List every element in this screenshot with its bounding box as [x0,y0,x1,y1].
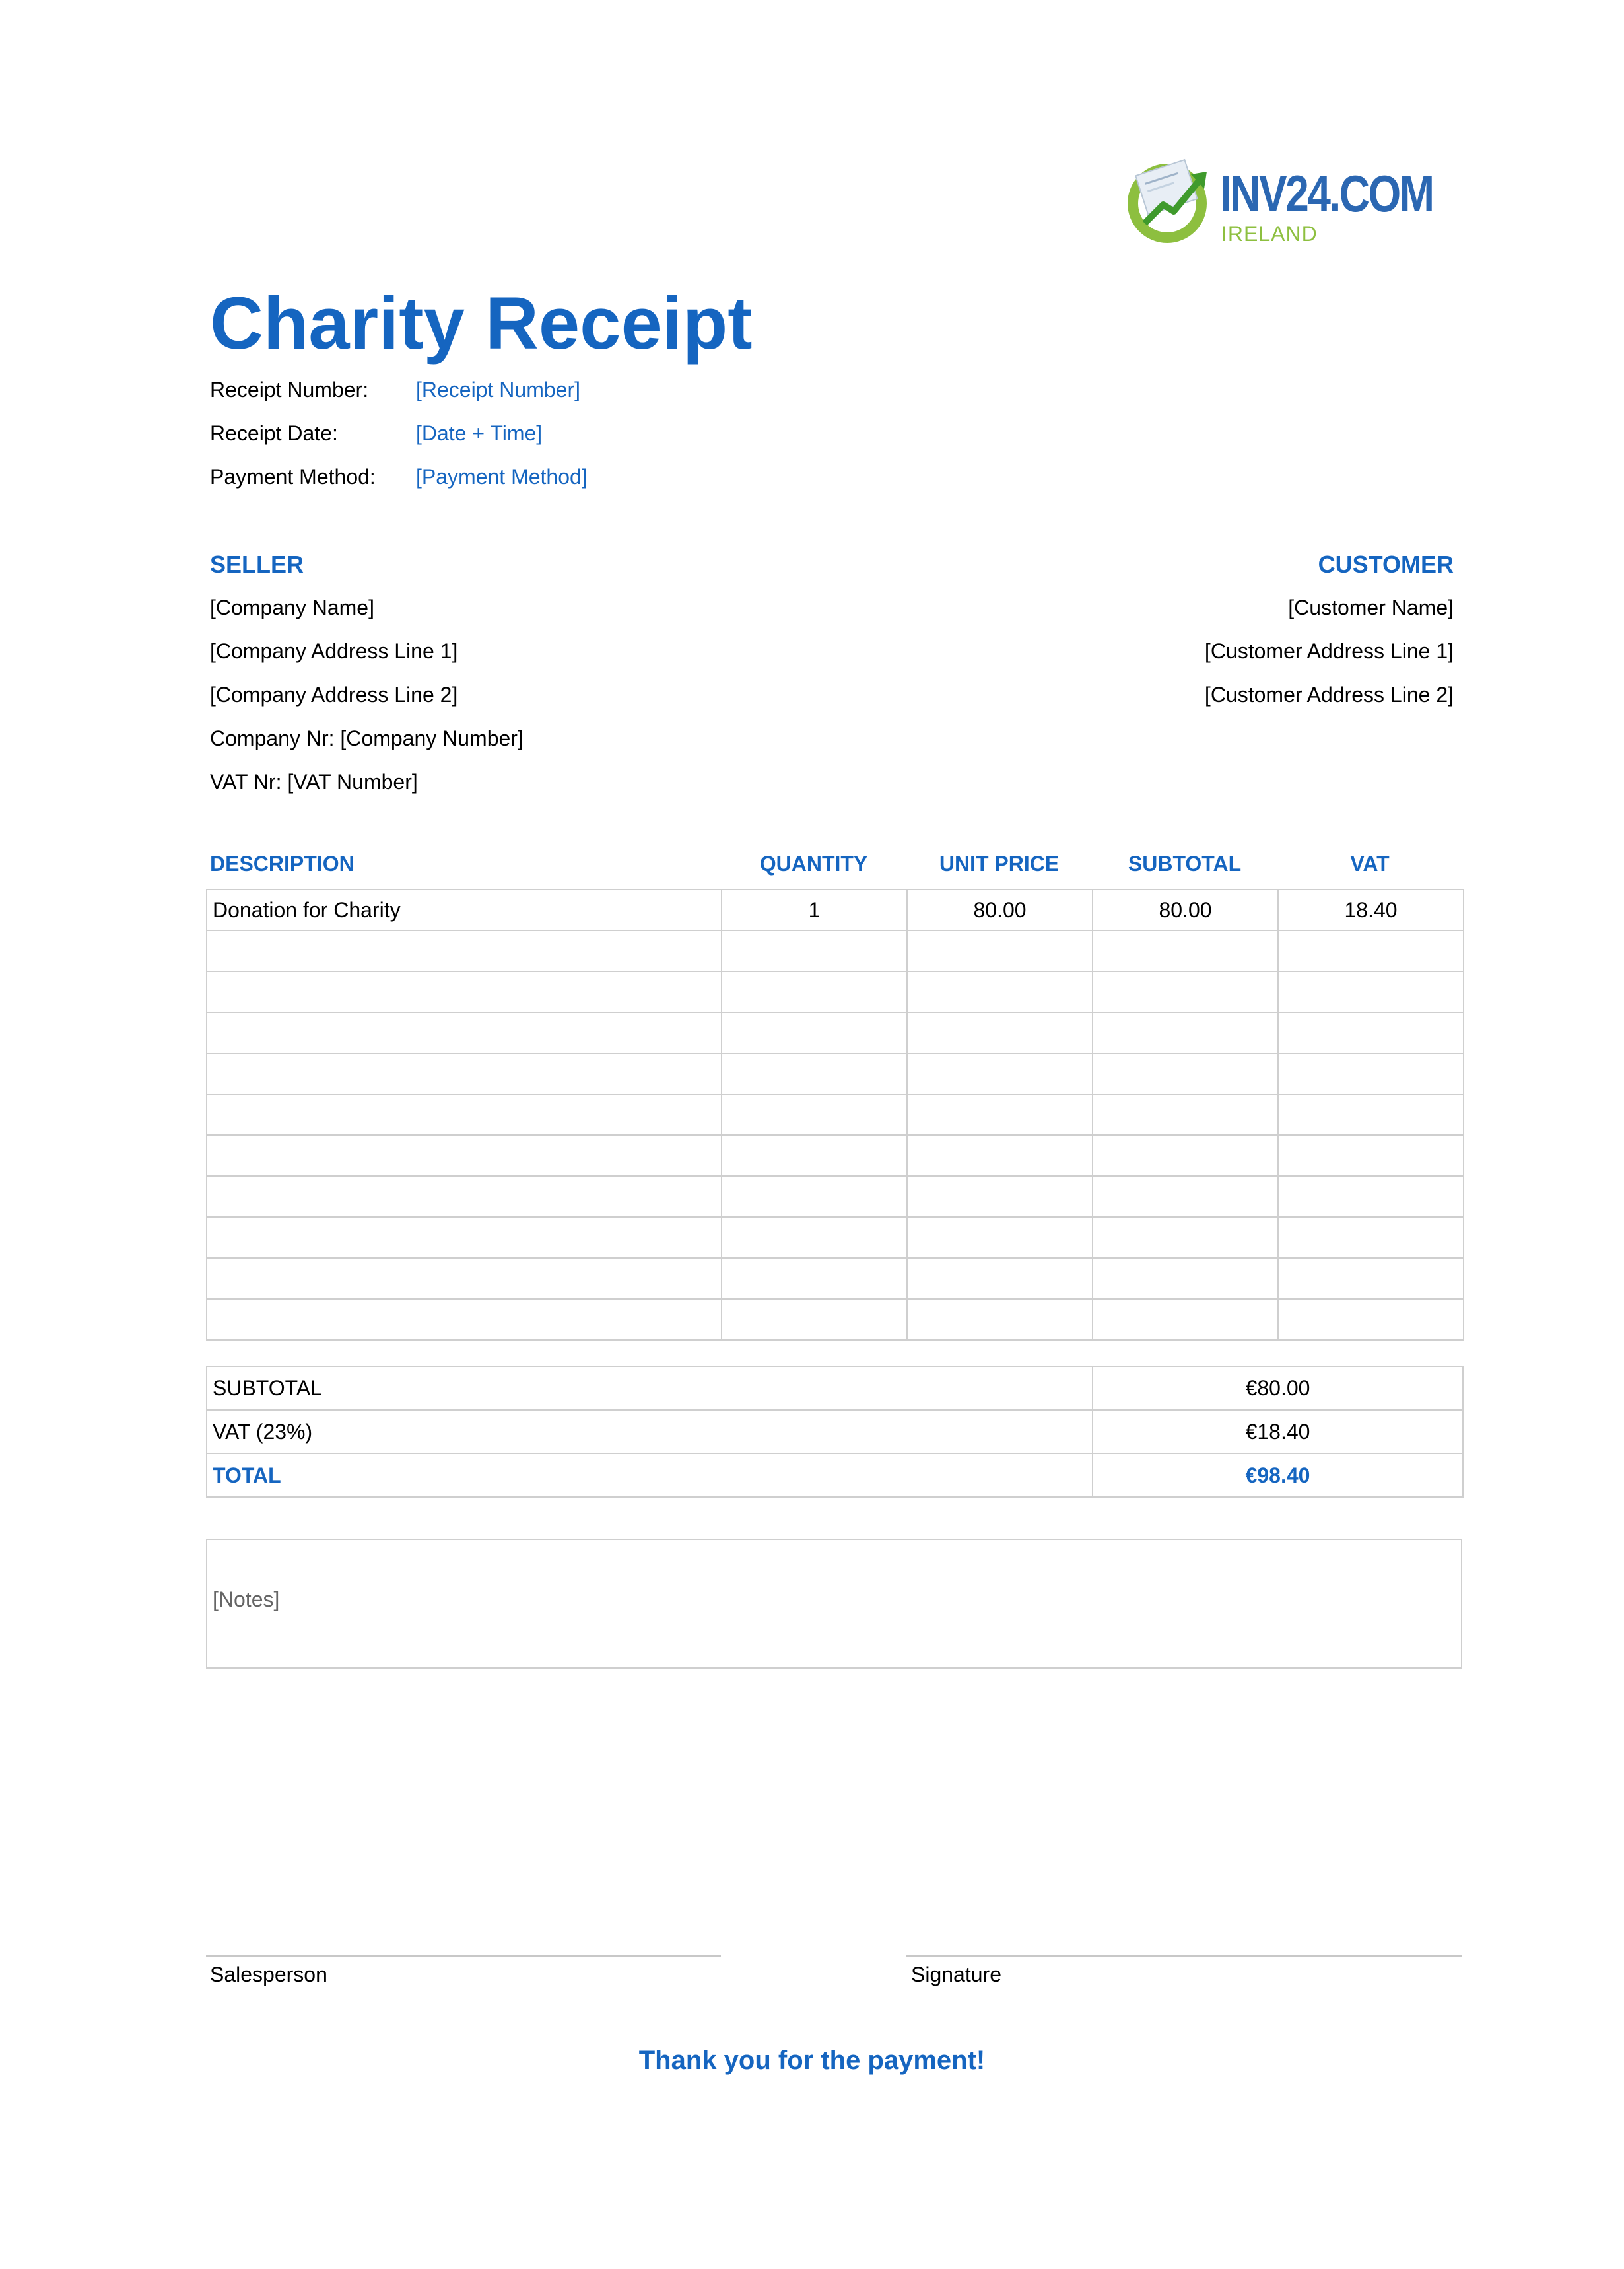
salesperson-label: Salesperson [210,1963,327,1986]
table-row [207,890,1464,930]
subtotal-label: SUBTOTAL [207,1366,1093,1410]
quantity-cell [722,1299,907,1340]
receipt-chart-icon [1122,152,1215,244]
vat-cell [1278,1258,1464,1299]
table-row [207,1053,1464,1094]
signature-line [906,1955,1462,1957]
table-row [207,1135,1464,1176]
seller-heading: SELLER [210,551,304,578]
table-row [207,1299,1464,1340]
description-cell [207,1299,722,1340]
column-header-subtotal: SUBTOTAL [1128,852,1242,876]
subtotal-cell [1093,1217,1278,1258]
description-cell [207,1135,722,1176]
column-header-vat: VAT [1350,852,1390,876]
table-row [207,1217,1464,1258]
customer-line: [Customer Address Line 2] [1204,683,1454,707]
unit-price-cell [907,1053,1093,1094]
seller-line: Company Nr: [Company Number] [210,726,524,750]
quantity-cell [722,1094,907,1135]
unit-price-cell [907,1094,1093,1135]
total-row [207,1453,1463,1497]
vat-cell [1278,1176,1464,1217]
salesperson-signature-line [206,1955,721,1957]
total-label: TOTAL [207,1453,1093,1497]
vat-row [207,1410,1463,1453]
vat-cell [1278,1135,1464,1176]
subtotal-cell [1093,971,1278,1012]
company-logo [1122,152,1433,251]
subtotal-cell [1093,930,1278,971]
quantity-cell [722,930,907,971]
vat-cell [1278,1094,1464,1135]
vat-cell [1278,1053,1464,1094]
receipt-date-label: Receipt Date: [210,421,338,445]
quantity-cell [722,1176,907,1217]
table-row [207,930,1464,971]
quantity-cell [722,1135,907,1176]
vat-label: VAT (23%) [207,1410,1093,1453]
table-row [207,1258,1464,1299]
customer-line: [Customer Name] [1288,596,1454,619]
notes-box[interactable] [206,1539,1462,1669]
unit-price-cell: 80.00 [907,890,1093,930]
receipt-date-value: [Date + Time] [416,421,543,445]
subtotal-cell: 80.00 [1093,890,1278,930]
subtotal-cell [1093,1258,1278,1299]
seller-line: [Company Name] [210,596,374,619]
quantity-cell [722,971,907,1012]
vat-cell [1278,1217,1464,1258]
logo-wordmark: INV24.COM [1220,164,1433,223]
quantity-cell: 1 [722,890,907,930]
description-cell [207,1258,722,1299]
description-cell: Donation for Charity [207,890,722,930]
customer-heading: CUSTOMER [1318,551,1454,578]
quantity-cell [722,1012,907,1053]
seller-line: [Company Address Line 1] [210,639,458,663]
signature-label: Signature [911,1963,1001,1986]
vat-cell [1278,1299,1464,1340]
unit-price-cell [907,1012,1093,1053]
totals-table [206,1366,1464,1498]
description-cell [207,1094,722,1135]
vat-cell [1278,1012,1464,1053]
unit-price-cell [907,930,1093,971]
table-row [207,1012,1464,1053]
subtotal-row [207,1366,1463,1410]
unit-price-cell [907,1258,1093,1299]
table-row [207,971,1464,1012]
table-row [207,1176,1464,1217]
quantity-cell [722,1053,907,1094]
seller-line: VAT Nr: [VAT Number] [210,770,418,794]
unit-price-cell [907,1176,1093,1217]
unit-price-cell [907,1135,1093,1176]
column-header-description: DESCRIPTION [210,852,355,876]
subtotal-cell [1093,1135,1278,1176]
description-cell [207,971,722,1012]
description-cell [207,1217,722,1258]
vat-cell [1278,971,1464,1012]
unit-price-cell [907,1299,1093,1340]
subtotal-cell [1093,1012,1278,1053]
quantity-cell [722,1217,907,1258]
receipt-number-label: Receipt Number: [210,378,369,401]
unit-price-cell [907,971,1093,1012]
description-cell [207,1053,722,1094]
thank-you-message: Thank you for the payment! [638,2046,986,2075]
subtotal-cell [1093,1176,1278,1217]
table-row [207,1094,1464,1135]
subtotal-cell [1093,1094,1278,1135]
items-header [206,852,1462,885]
vat-value: €18.40 [1093,1410,1463,1453]
column-header-unit-price: UNIT PRICE [939,852,1060,876]
receipt-number-value: [Receipt Number] [416,378,580,401]
description-cell [207,930,722,971]
subtotal-cell [1093,1299,1278,1340]
description-cell [207,1012,722,1053]
description-cell [207,1176,722,1217]
logo-country: IRELAND [1221,222,1318,246]
seller-line: [Company Address Line 2] [210,683,458,707]
subtotal-cell [1093,1053,1278,1094]
payment-method-label: Payment Method: [210,465,376,489]
customer-line: [Customer Address Line 1] [1204,639,1454,663]
unit-price-cell [907,1217,1093,1258]
vat-cell [1278,930,1464,971]
vat-cell: 18.40 [1278,890,1464,930]
subtotal-value: €80.00 [1093,1366,1463,1410]
payment-method-value: [Payment Method] [416,465,588,489]
total-value: €98.40 [1093,1453,1463,1497]
notes-text: [Notes] [213,1588,280,1611]
document-title: Charity Receipt [210,282,753,365]
column-header-quantity: QUANTITY [759,852,868,876]
items-table [206,889,1464,1341]
quantity-cell [722,1258,907,1299]
